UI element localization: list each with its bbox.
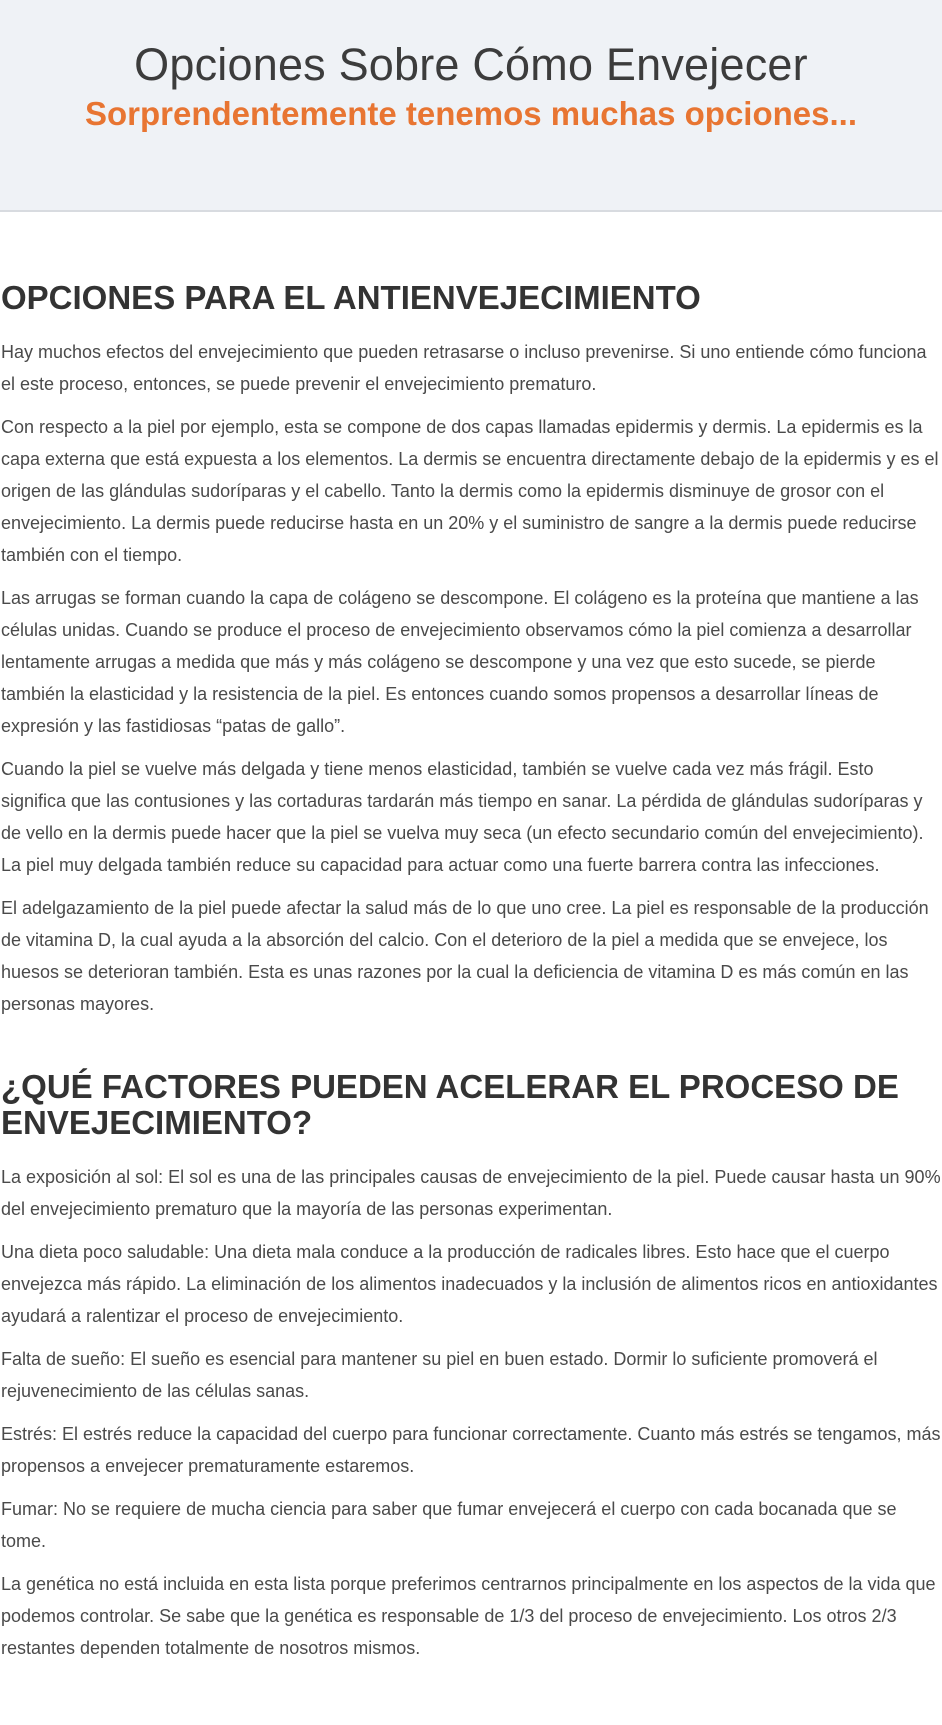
article-body [0, 212, 942, 1664]
section-heading: ¿QUÉ FACTORES PUEDEN ACELERAR EL PROCESO DE ENVEJECIMIENTO? [1, 1068, 899, 1141]
paragraph: Una dieta poco saludable: Una dieta mala conduce a la producción de radicales libres. Esto hace que el cuerpo envejezca más rápido. La eliminación de los alimentos inadecuados y la inclusión de alimentos ricos en antioxidantes ayudará a ralentizar el proceso de envejecimiento. [1, 1242, 938, 1326]
section-heading: OPCIONES PARA EL ANTIENVEJECIMIENTO [1, 279, 701, 316]
paragraph: El adelgazamiento de la piel puede afectar la salud más de lo que uno cree. La piel es responsable de la producción de vitamina D, la cual ayuda a la absorción del calcio. Con el deterioro de la piel a medida que se envejece, los huesos se deterioran también. Esta es unas razones por la cual la deficiencia de vitamina D es más común en las personas mayores. [1, 898, 929, 1014]
paragraph: La genética no está incluida en esta lista porque preferimos centrarnos principalmente en los aspectos de la vida que podemos controlar. Se sabe que la genética es responsable de 1/3 del proceso de envejecimiento. Los otros 2/3 restantes dependen totalmente de nosotros mismos. [1, 1574, 936, 1658]
paragraph: Falta de sueño: El sueño es esencial para mantener su piel en buen estado. Dormir lo suficiente promoverá el rejuvenecimiento de las células sanas. [1, 1349, 878, 1401]
paragraph: Hay muchos efectos del envejecimiento que pueden retrasarse o incluso prevenirse. Si uno entiende cómo funciona el este proceso, entonces, se puede prevenir el envejecimiento prematuro. [1, 342, 927, 394]
paragraph: Estrés: El estrés reduce la capacidad del cuerpo para funcionar correctamente. Cuanto más estrés se tengamos, más propensos a envejecer prematuramente estaremos. [1, 1424, 941, 1476]
paragraph: Las arrugas se forman cuando la capa de colágeno se descompone. El colágeno es la proteína que mantiene a las células unidas. Cuando se produce el proceso de envejecimiento observamos cómo la piel comienza a desarrollar lentamente arrugas a medida que más y más colágeno se descompone y una vez que esto sucede, se pierde también la elasticidad y la resistencia de la piel. Es entonces cuando somos propensos a desarrollar líneas de expresión y las fastidiosas “patas de gallo”. [1, 588, 919, 736]
page-title: Opciones Sobre Cómo Envejecer [134, 39, 808, 90]
page-header [0, 0, 942, 212]
page-subtitle: Sorprendentemente tenemos muchas opciones... [84, 95, 858, 132]
paragraph: Cuando la piel se vuelve más delgada y tiene menos elasticidad, también se vuelve cada vez más frágil. Esto significa que las contusiones y las cortaduras tardarán más tiempo en sanar. La pérdida de glándulas sudoríparas y de vello en la dermis puede hacer que la piel se vuelva muy seca (un efecto secundario común del envejecimiento). La piel muy delgada también reduce su capacidad para actuar como una fuerte barrera contra las infecciones. [1, 759, 924, 875]
paragraph: Fumar: No se requiere de mucha ciencia para saber que fumar envejecerá el cuerpo con cada bocanada que se tome. [1, 1499, 897, 1551]
paragraph: Con respecto a la piel por ejemplo, esta se compone de dos capas llamadas epidermis y dermis. La epidermis es la capa externa que está expuesta a los elementos. La dermis se encuentra directamente debajo de la epidermis y es el origen de las glándulas sudoríparas y el cabello. Tanto la dermis como la epidermis disminuye de grosor con el envejecimiento. La dermis puede reducirse hasta en un 20% y el suministro de sangre a la dermis puede reducirse también con el tiempo. [1, 417, 939, 565]
paragraph: La exposición al sol: El sol es una de las principales causas de envejecimiento de la piel. Puede causar hasta un 90% del envejecimiento prematuro que la mayoría de las personas experimentan. [1, 1167, 941, 1219]
